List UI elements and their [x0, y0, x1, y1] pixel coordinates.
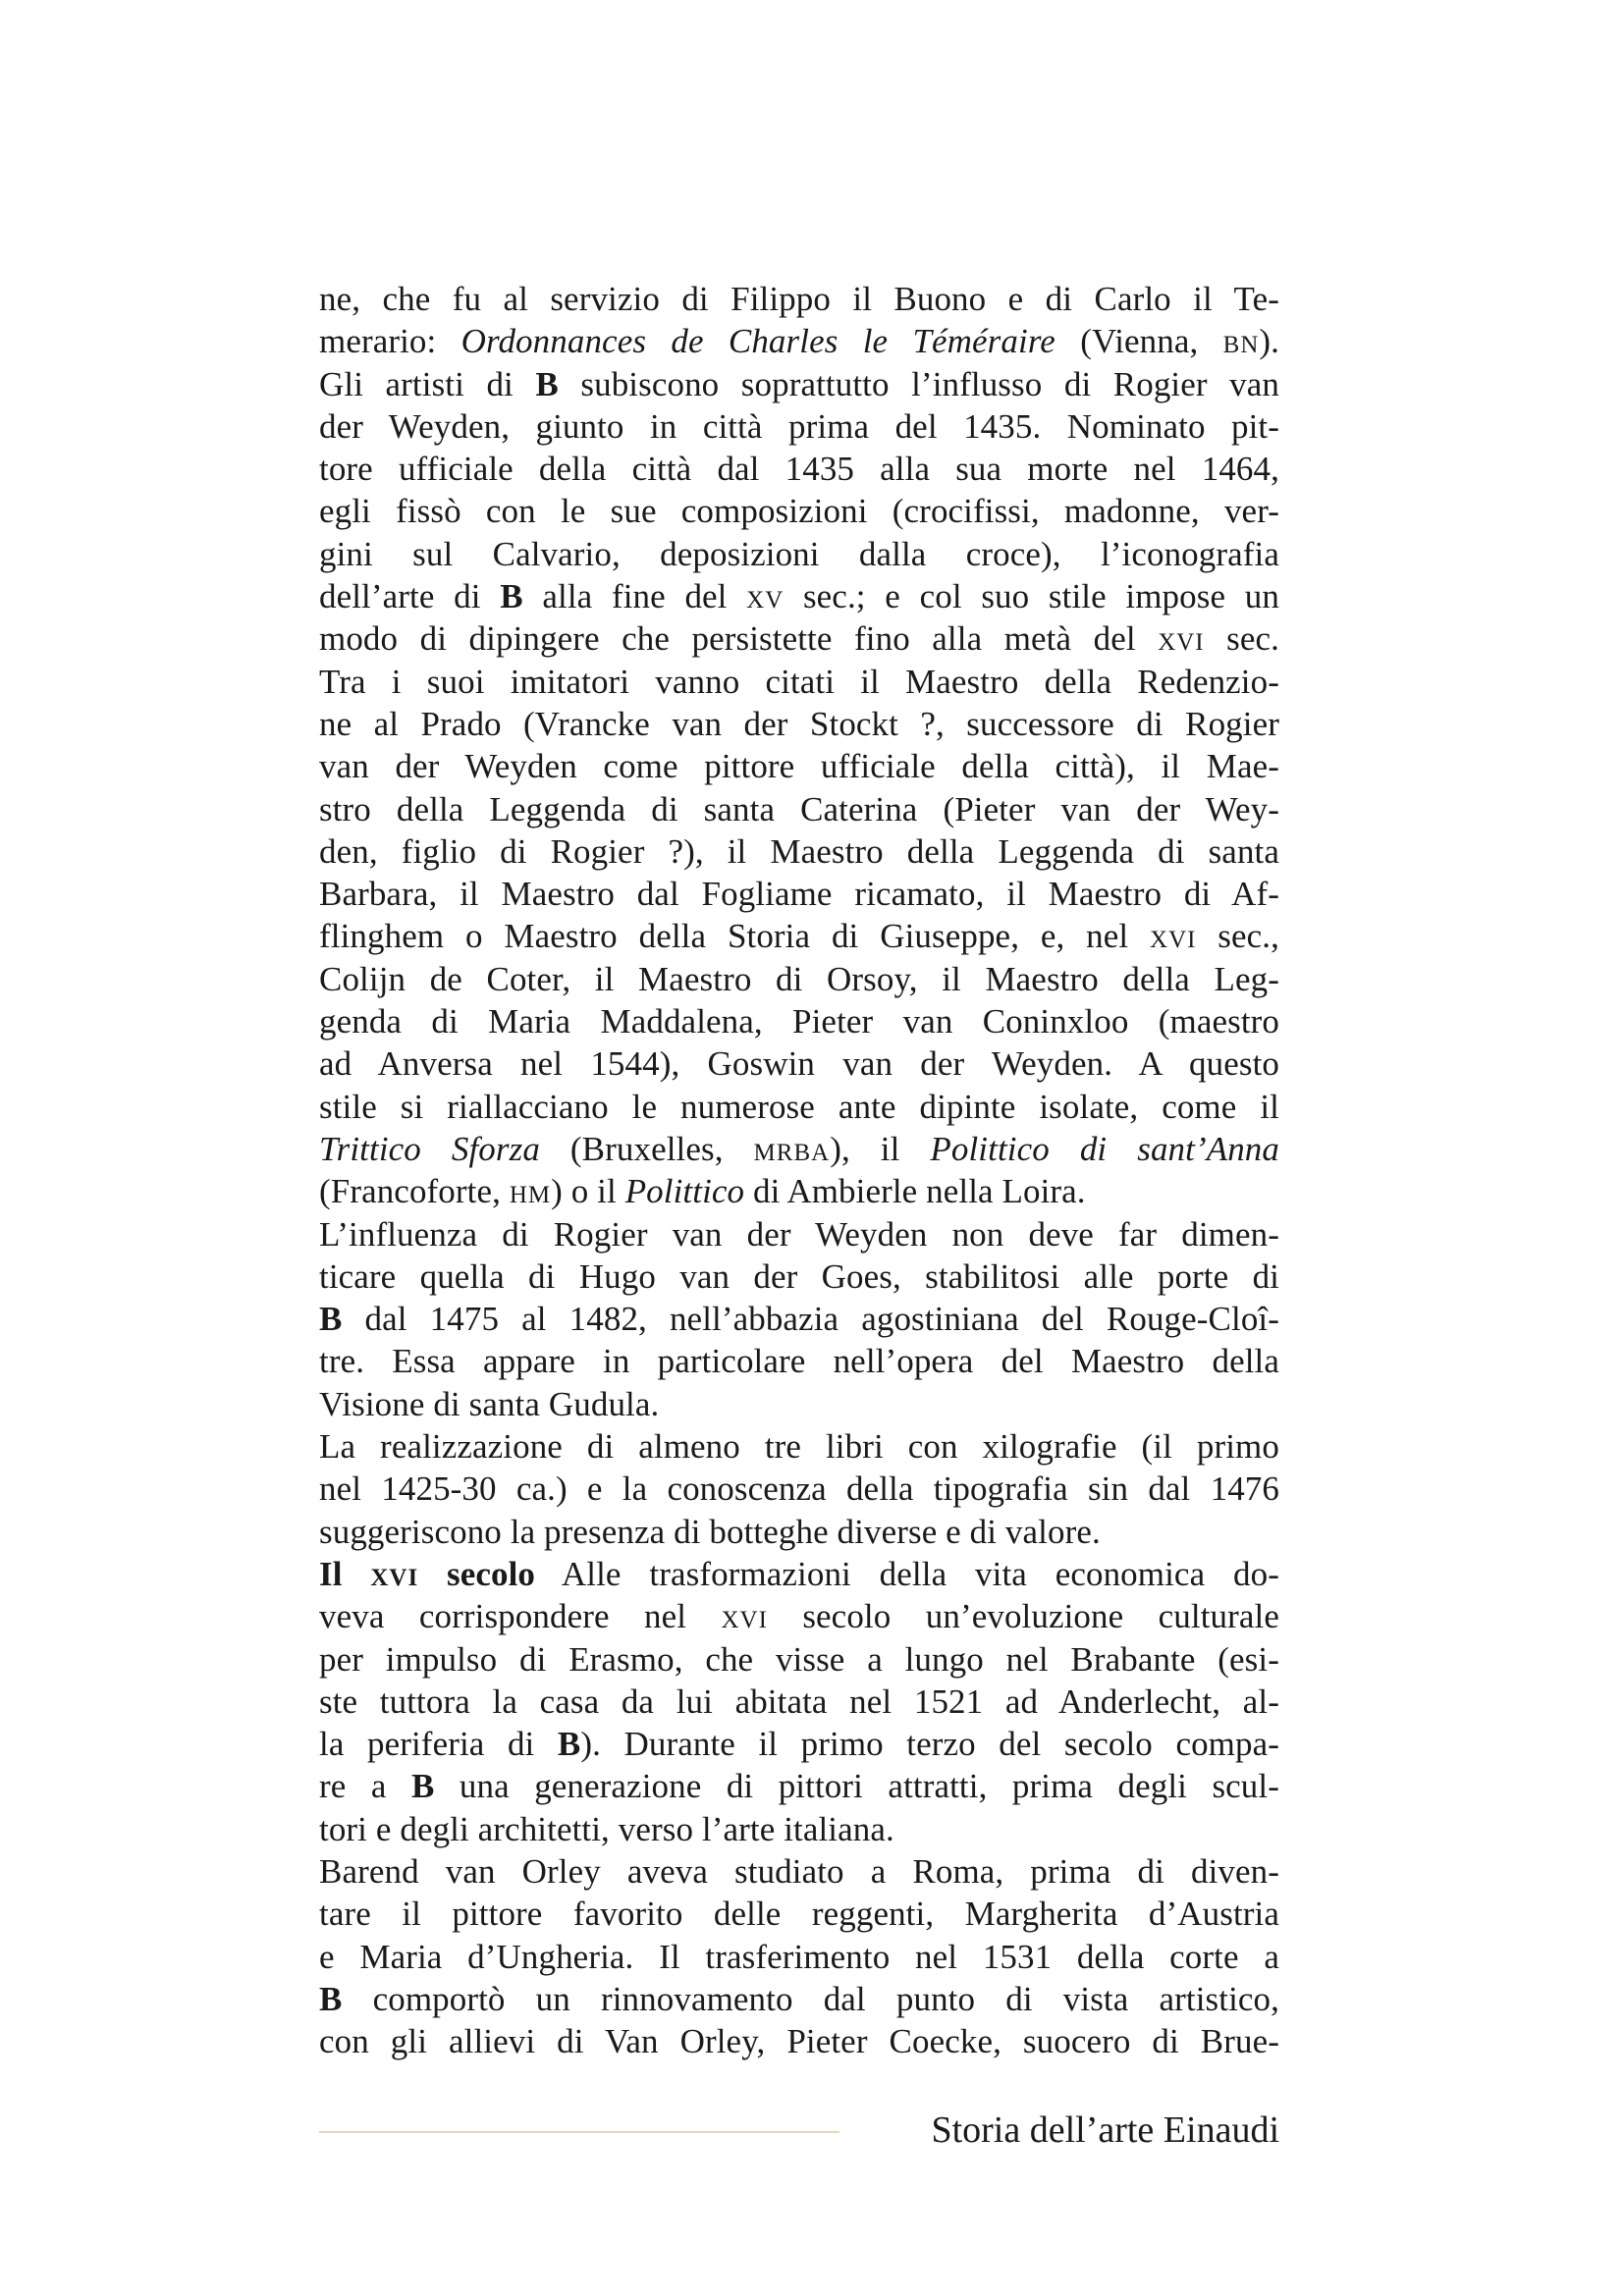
- text-run: con gli allievi di Van Orley, Pieter Coecke, suocero di Brue-: [319, 2022, 1279, 2061]
- text-run: una generazione di pittori attratti, prima degli scul-: [434, 1767, 1279, 1806]
- text-line: [319, 533, 1279, 575]
- text-run: per impulso di Erasmo, che visse a lungo nel Brabante (esi-: [319, 1639, 1279, 1679]
- text-line: [319, 1213, 1279, 1255]
- text-run: (Vienna,: [1055, 322, 1223, 361]
- italic-title: Polittico di sant’Anna: [930, 1129, 1279, 1168]
- section-heading: secolo: [418, 1554, 536, 1593]
- text-run: re a: [319, 1767, 411, 1806]
- italic-title: Ordonnances de Charles le Téméraire: [460, 322, 1055, 361]
- text-line: [319, 873, 1279, 915]
- text-run: stro della Leggenda di santa Caterina (Pieter van der Wey-: [319, 789, 1279, 828]
- text-run: ste tuttora la casa da lui abitata nel 1521 ad Anderlecht, al-: [319, 1682, 1279, 1721]
- text-run: alla fine del: [522, 577, 747, 616]
- text-run: ad Anversa nel 1544), Goswin van der Weyden. A questo: [319, 1044, 1279, 1084]
- text-run: Gli artisti di: [319, 364, 536, 403]
- text-run: subiscono soprattutto l’influsso di Rogier van: [558, 364, 1279, 403]
- bold-entry-ref: B: [319, 1979, 343, 2018]
- text-line: [319, 617, 1279, 660]
- text-run: comportò un rinnovamento dal punto di vista artistico,: [342, 1979, 1279, 2018]
- text-run: ), il: [830, 1129, 931, 1168]
- text-run: dell’arte di: [319, 577, 501, 616]
- text-line: [319, 1255, 1279, 1298]
- text-run: suggeriscono la presenza di botteghe diverse e di valore.: [319, 1512, 1101, 1551]
- text-line: [319, 405, 1279, 448]
- text-run: ).: [1259, 322, 1280, 361]
- text-run: L’influenza di Rogier van der Weyden non deve far dimen-: [319, 1214, 1279, 1254]
- text-run: merario:: [319, 322, 461, 361]
- text-line: [319, 1765, 1279, 1807]
- abbreviation: mrba: [753, 1129, 831, 1168]
- text-run: ) o il: [551, 1172, 625, 1211]
- text-line: [319, 320, 1279, 362]
- text-line: [319, 1086, 1279, 1128]
- text-run: nel 1425-30 ca.) e la conoscenza della tipografia sin dal 1476: [319, 1469, 1279, 1509]
- roman-numeral: xvi: [721, 1597, 768, 1636]
- text-run: ticare quella di Hugo van der Goes, stabilitosi alle porte di: [319, 1256, 1279, 1296]
- text-run: genda di Maria Maddalena, Pieter van Coninxloo (maestro: [319, 1002, 1279, 1041]
- text-line: [319, 1468, 1279, 1510]
- text-run: van der Weyden come pittore ufficiale della città), il Mae-: [319, 747, 1279, 786]
- text-run: ne al Prado (Vrancke van der Stockt ?, successore di Rogier: [319, 704, 1279, 743]
- section-heading-numeral: xvi: [370, 1554, 419, 1593]
- abbreviation: hm: [509, 1172, 552, 1211]
- text-line: [319, 1681, 1279, 1723]
- text-line: [319, 745, 1279, 787]
- italic-title: Polittico: [624, 1172, 745, 1211]
- text-line: [319, 363, 1279, 405]
- text-run: tore ufficiale della città dal 1435 alla sua morte nel 1464,: [319, 450, 1279, 489]
- text-run: (Bruxelles,: [539, 1129, 754, 1168]
- text-run: flinghem o Maestro della Storia di Giuseppe, e, nel: [319, 917, 1151, 956]
- roman-numeral: xvi: [1158, 619, 1205, 659]
- text-run: Colijn de Coter, il Maestro di Orsoy, il Maestro della Leg-: [319, 959, 1279, 998]
- bold-entry-ref: B: [319, 1300, 343, 1339]
- body-text: [319, 278, 1279, 2062]
- text-run: gini sul Calvario, deposizioni dalla croce), l’iconografia: [319, 534, 1279, 573]
- text-line: [319, 1425, 1279, 1468]
- text-line: [319, 448, 1279, 490]
- text-line: [319, 958, 1279, 1000]
- text-line: [319, 2020, 1279, 2062]
- text-run: der Weyden, giunto in città prima del 1435. Nominato pit-: [319, 406, 1279, 446]
- text-line: [319, 1850, 1279, 1893]
- text-line: [319, 1383, 1279, 1425]
- text-run: sec.: [1204, 619, 1279, 659]
- text-line: [319, 1808, 1279, 1850]
- text-run: di Ambierle nella Loira.: [744, 1172, 1086, 1211]
- bold-entry-ref: B: [500, 577, 523, 616]
- bold-entry-ref: B: [557, 1725, 581, 1764]
- text-run: den, figlio di Rogier ?), il Maestro della Leggenda di santa: [319, 831, 1279, 871]
- text-line: [319, 1893, 1279, 1935]
- text-run: modo di dipingere che persistette fino alla metà del: [319, 619, 1159, 659]
- text-run: La realizzazione di almeno tre libri con xilografie (il primo: [319, 1427, 1279, 1467]
- roman-numeral: xv: [746, 577, 784, 616]
- text-line: [319, 1000, 1279, 1042]
- text-line: [319, 1553, 1279, 1595]
- section-heading: Il: [319, 1554, 371, 1593]
- text-run: tre. Essa appare in particolare nell’opera del Maestro della: [319, 1342, 1279, 1381]
- text-run: ). Durante il primo terzo del secolo compa-: [580, 1725, 1279, 1764]
- text-line: [319, 1978, 1279, 2020]
- text-line: [319, 1298, 1279, 1340]
- text-run: tare il pittore favorito delle reggenti, Margherita d’Austria: [319, 1895, 1279, 1934]
- text-line: [319, 1340, 1279, 1382]
- text-run: la periferia di: [319, 1725, 558, 1764]
- text-line: [319, 1170, 1279, 1212]
- text-line: [319, 703, 1279, 745]
- text-line: [319, 1042, 1279, 1085]
- footer-book-title: Storia dell’arte Einaudi: [931, 2109, 1279, 2151]
- text-run: secolo un’evoluzione culturale: [767, 1597, 1280, 1636]
- text-line: [319, 1511, 1279, 1553]
- text-line: [319, 661, 1279, 703]
- text-line: [319, 575, 1279, 617]
- text-line: [319, 1936, 1279, 1978]
- text-run: dal 1475 al 1482, nell’abbazia agostiniana del Rouge-Cloî-: [342, 1300, 1279, 1339]
- text-run: sec.; e col suo stile impose un: [784, 577, 1279, 616]
- bold-entry-ref: B: [535, 364, 559, 403]
- text-run: Barend van Orley aveva studiato a Roma, prima di diven-: [319, 1851, 1279, 1891]
- text-run: tori e degli architetti, verso l’arte italiana.: [319, 1809, 894, 1848]
- text-line: [319, 1128, 1279, 1170]
- roman-numeral: xvi: [1150, 917, 1197, 956]
- text-run: Alle trasformazioni della vita economica do-: [535, 1554, 1279, 1593]
- text-line: [319, 1638, 1279, 1681]
- text-run: veva corrispondere nel: [319, 1597, 722, 1636]
- italic-title: Trittico Sforza: [319, 1129, 540, 1168]
- text-run: Barbara, il Maestro dal Fogliame ricamato, il Maestro di Af-: [319, 875, 1279, 914]
- text-run: Visione di santa Gudula.: [319, 1384, 660, 1423]
- text-line: [319, 788, 1279, 830]
- text-run: ne, che fu al servizio di Filippo il Buono e di Carlo il Te-: [319, 280, 1279, 318]
- text-line: [319, 915, 1279, 957]
- text-run: (Francoforte,: [319, 1172, 510, 1211]
- bold-entry-ref: B: [410, 1767, 435, 1806]
- text-run: stile si riallacciano le numerose ante dipinte isolate, come il: [319, 1087, 1279, 1126]
- text-run: egli fissò con le sue composizioni (crocifissi, madonne, ver-: [319, 492, 1279, 531]
- text-line: [319, 490, 1279, 532]
- footer-rule: [319, 2131, 839, 2133]
- text-line: [319, 1595, 1279, 1637]
- abbreviation: bn: [1222, 322, 1260, 361]
- text-line: [319, 1723, 1279, 1765]
- text-line: [319, 830, 1279, 873]
- text-line: [319, 278, 1279, 320]
- text-run: sec.,: [1196, 917, 1279, 956]
- text-run: e Maria d’Ungheria. Il trasferimento nel 1531 della corte a: [319, 1937, 1279, 1976]
- text-run: Tra i suoi imitatori vanno citati il Maestro della Redenzio-: [319, 662, 1279, 701]
